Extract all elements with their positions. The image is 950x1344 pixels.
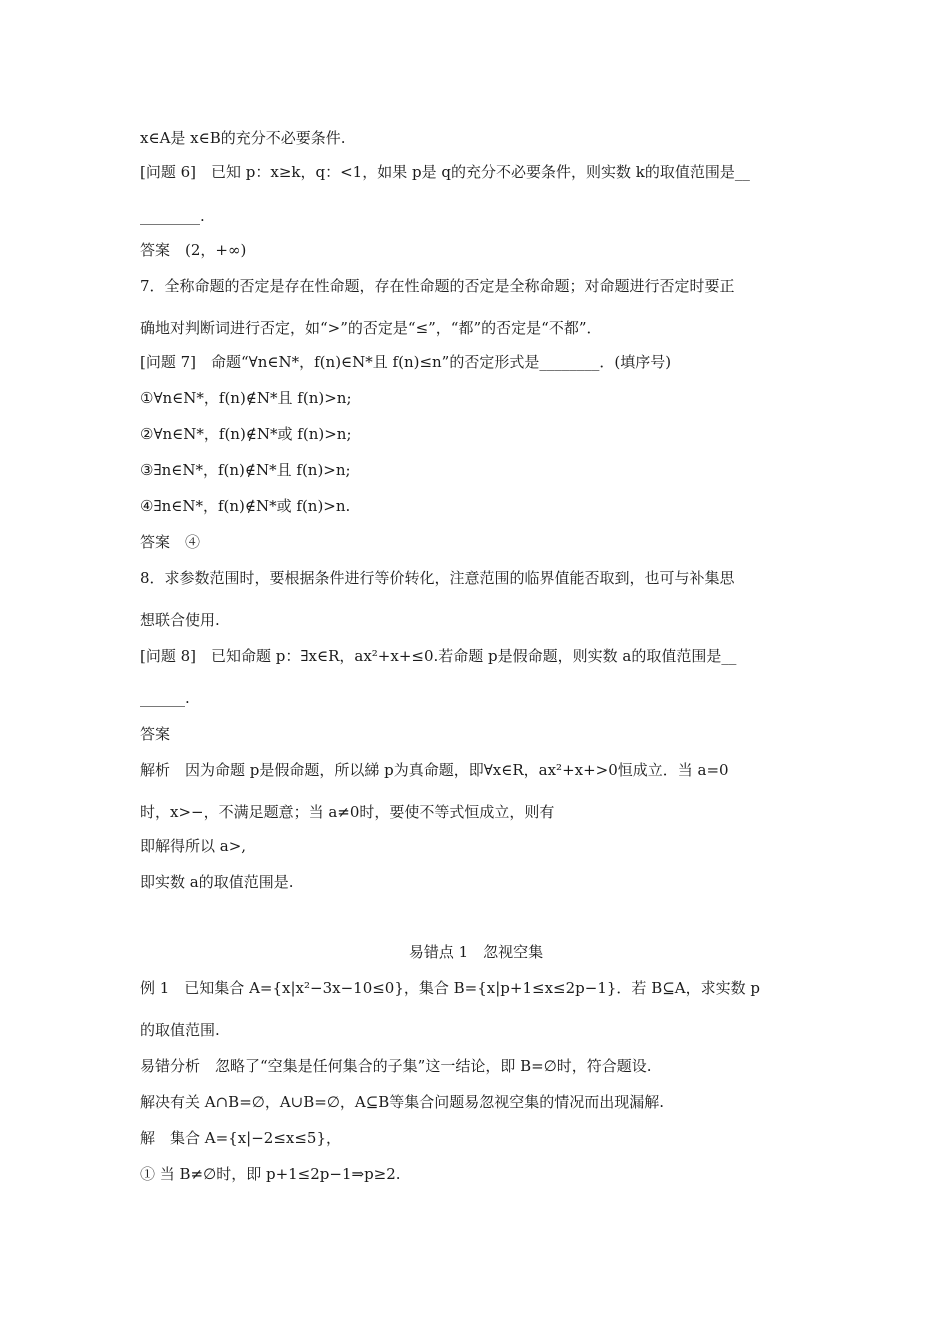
text-line: 解决有关 A∩B=∅，A∪B=∅，A⊆B等集合问题易忽视空集的情况而出现漏解.: [140, 1093, 665, 1111]
problem-6: [问题 6] 已知 p：x≥k，q：<1，如果 p是 q的充分不必要条件，则实数 k的取值范围是__: [140, 163, 750, 181]
option-3: ③∃n∈N*，f(n)∉N*且 f(n)>n;: [140, 461, 351, 479]
text-line: ________.: [140, 207, 205, 225]
text-line: 即实数 a的取值范围是.: [140, 873, 294, 891]
point-7: 7．全称命题的否定是存在性命题，存在性命题的否定是全称命题；对命题进行否定时要正: [140, 277, 735, 295]
option-1: ①∀n∈N*，f(n)∉N*且 f(n)>n;: [140, 389, 352, 407]
text-line: 时，x>−，不满足题意；当 a≠0时，要使不等式恒成立，则有: [140, 803, 555, 821]
text-line: 想联合使用.: [140, 611, 220, 629]
answer-6: 答案 (2，+∞): [140, 241, 247, 259]
example-1: 例 1 已知集合 A={x|x²−3x−10≤0}，集合 B={x|p+1≤x≤2p−1}．若 B⊆A，求实数 p: [140, 979, 760, 997]
text-line: ① 当 B≠∅时，即 p+1≤2p−1⇒p≥2.: [140, 1165, 401, 1183]
answer-8: 答案: [140, 725, 171, 743]
answer-7: 答案 ④: [140, 533, 201, 551]
text-line: x∈A是 x∈B的充分不必要条件.: [140, 129, 346, 147]
problem-7: [问题 7] 命题“∀n∈N*，f(n)∈N*且 f(n)≤n”的否定形式是________．(填序号): [140, 353, 672, 371]
point-8: 8．求参数范围时，要根据条件进行等价转化，注意范围的临界值能否取到，也可与补集思: [140, 569, 735, 587]
text-line: 的取值范围.: [140, 1021, 220, 1039]
text-line: ______.: [140, 689, 190, 707]
section-title: 易错点 1 忽视空集: [408, 943, 544, 961]
text-line: 即解得所以 a>,: [140, 837, 247, 855]
option-2: ②∀n∈N*，f(n)∉N*或 f(n)>n;: [140, 425, 352, 443]
error-analysis: 易错分析 忽略了“空集是任何集合的子集”这一结论，即 B=∅时，符合题设.: [140, 1057, 652, 1075]
option-4: ④∃n∈N*，f(n)∉N*或 f(n)>n.: [140, 497, 351, 515]
solution: 解 集合 A={x|−2≤x≤5}，: [140, 1129, 342, 1147]
analysis: 解析 因为命题 p是假命题，所以綈 p为真命题，即∀x∈R，ax²+x+>0恒成立．当 a=0: [140, 761, 729, 779]
problem-8: [问题 8] 已知命题 p：∃x∈R，ax²+x+≤0.若命题 p是假命题，则实数 a的取值范围是__: [140, 647, 737, 665]
text-line: 确地对判断词进行否定，如“>”的否定是“≤”，“都”的否定是“不都”．: [140, 319, 602, 337]
